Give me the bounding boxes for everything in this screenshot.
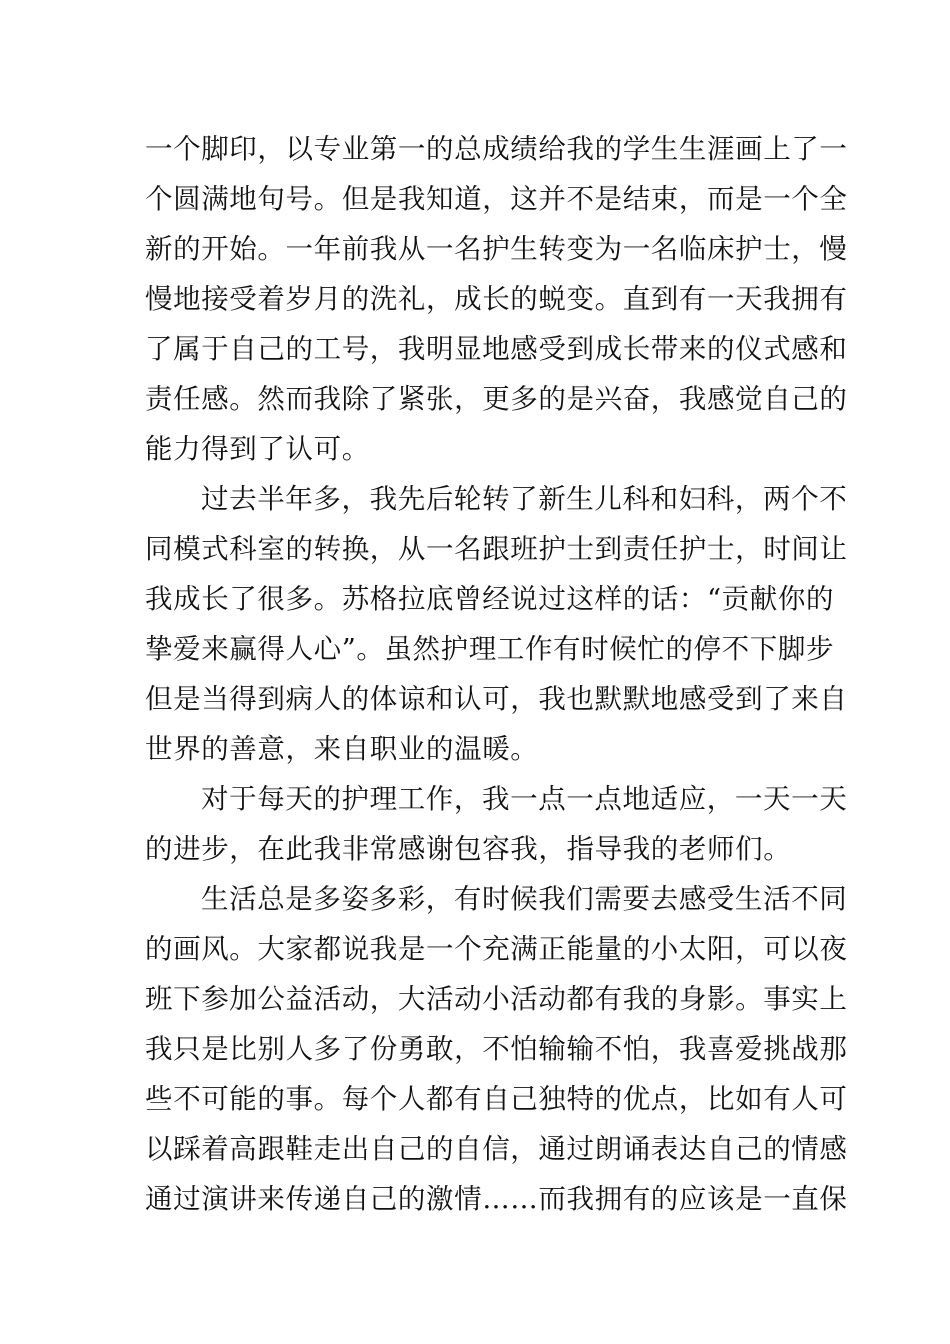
text-line: 以踩着高跟鞋走出自己的自信，通过朗诵表达自己的情感 (145, 1133, 848, 1165)
body-text (145, 124, 848, 1224)
text-line: 新的开始。一年前我从一名护生转变为一名临床护士，慢 (145, 233, 848, 265)
text-line: 班下参加公益活动，大活动小活动都有我的身影。事实上 (145, 983, 848, 1015)
text-line: 我成长了很多。苏格拉底曾经说过这样的话：“贡献你的 (145, 583, 835, 615)
text-line: 一个脚印，以专业第一的总成绩给我的学生生涯画上了一 (145, 133, 848, 165)
text-line: 挚爱来赢得人心”。虽然护理工作有时候忙的停不下脚步 (145, 633, 835, 665)
paragraph-first-line: 过去半年多，我先后轮转了新生儿科和妇科，两个不 (201, 483, 848, 515)
text-line: 我只是比别人多了份勇敢，不怕输输不怕，我喜爱挑战那 (145, 1033, 848, 1065)
text-line: 能力得到了认可。 (145, 433, 370, 465)
text-line: 了属于自己的工号，我明显地感受到成长带来的仪式感和 (145, 333, 848, 365)
paragraph-first-line: 生活总是多姿多彩，有时候我们需要去感受生活不同 (201, 883, 848, 915)
text-line: 些不可能的事。每个人都有自己独特的优点，比如有人可 (145, 1083, 848, 1115)
text-line: 但是当得到病人的体谅和认可，我也默默地感受到了来自 (145, 683, 848, 715)
text-line: 通过演讲来传递自己的激情……而我拥有的应该是一直保 (145, 1183, 848, 1215)
text-line: 个圆满地句号。但是我知道，这并不是结束，而是一个全 (145, 183, 848, 215)
paragraph-first-line: 对于每天的护理工作，我一点一点地适应，一天一天 (201, 783, 848, 815)
text-line: 责任感。然而我除了紧张，更多的是兴奋，我感觉自己的 (145, 383, 848, 415)
text-line: 慢地接受着岁月的洗礼，成长的蜕变。直到有一天我拥有 (145, 283, 848, 315)
text-line: 世界的善意，来自职业的温暖。 (145, 733, 539, 765)
text-line: 的进步，在此我非常感谢包容我，指导我的老师们。 (145, 833, 792, 865)
text-line: 同模式科室的转换，从一名跟班护士到责任护士，时间让 (145, 533, 848, 565)
text-line: 的画风。大家都说我是一个充满正能量的小太阳，可以夜 (145, 933, 848, 965)
